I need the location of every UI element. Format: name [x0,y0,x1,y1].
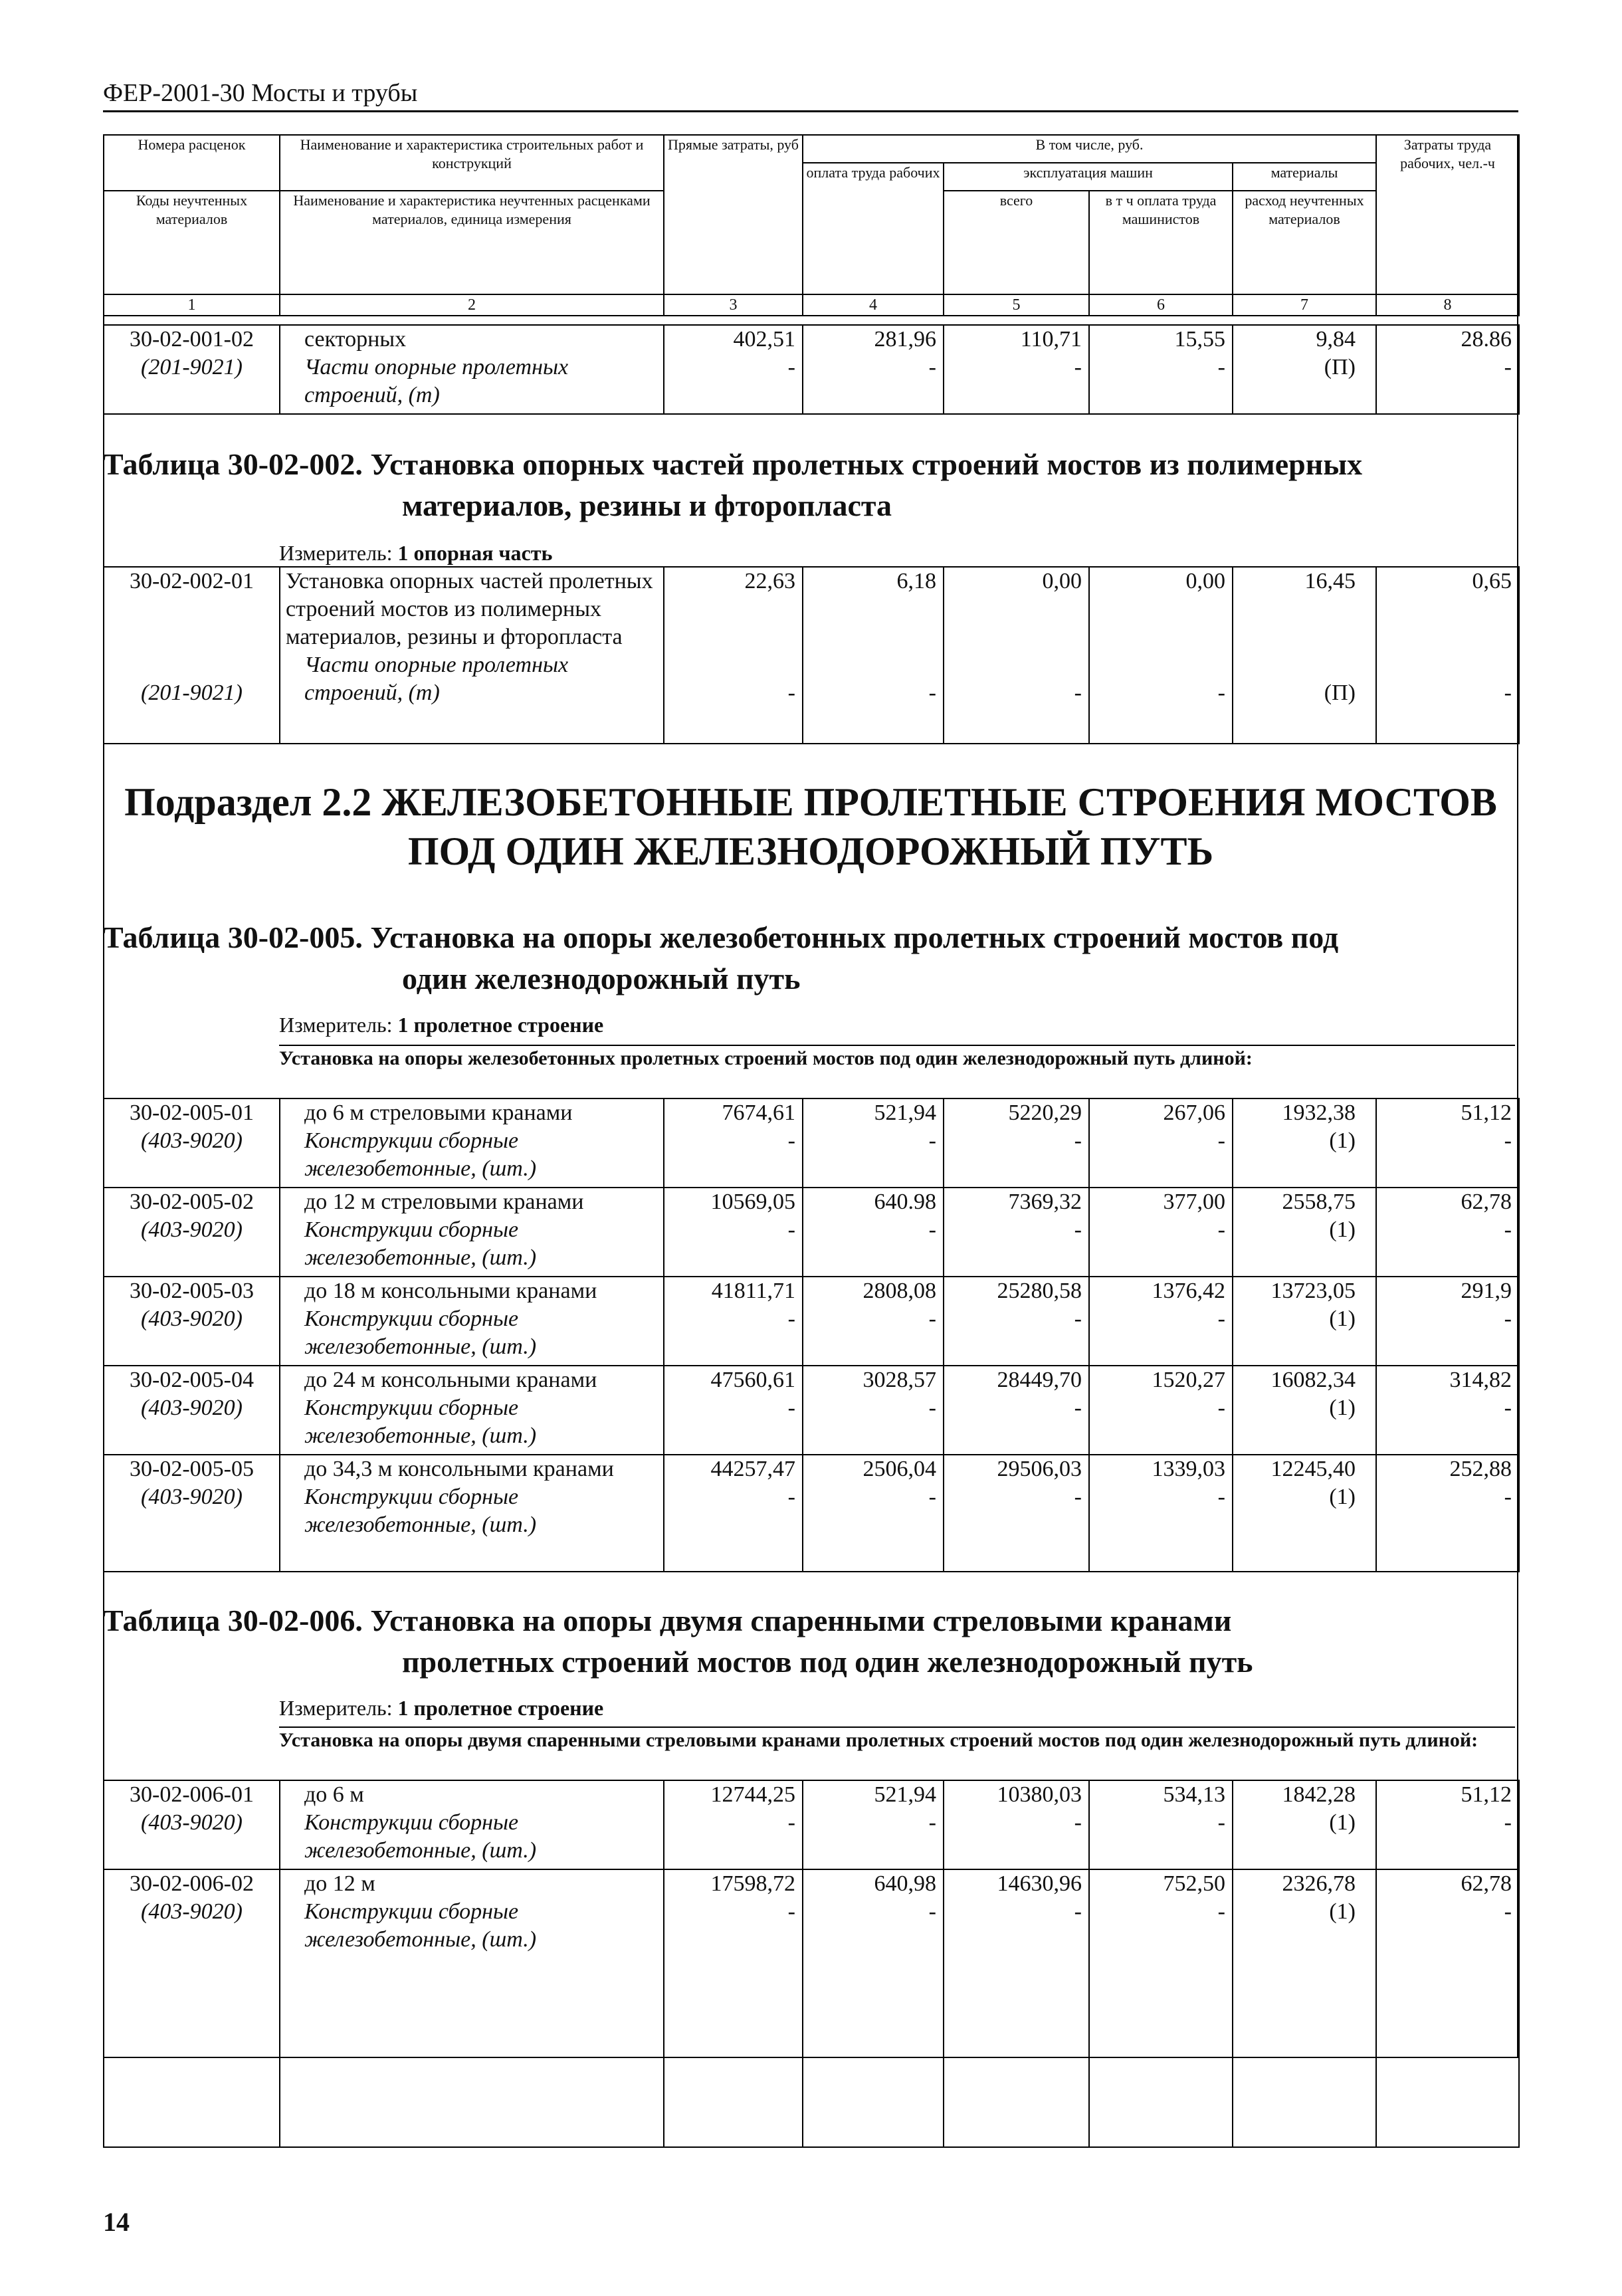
col-index: 8 [1376,294,1519,316]
work-name: секторных [304,327,407,352]
work-name: до 34,3 м консольными кранами [304,1457,614,1481]
wages-value: 521,94 [874,1782,936,1807]
rate-code: 30-02-005-02 [130,1190,254,1214]
subsection-title: Подраздел 2.2 ЖЕЛЕЗОБЕТОННЫЕ ПРОЛЕТНЫЕ СТРОЕНИЯ МОСТОВ ПОД ОДИН ЖЕЛЕЗНОДОРОЖНЫЙ ПУТЬ [124,780,1497,873]
operator-wages-value: 377,00 [1163,1190,1225,1214]
table-002-title: Таблица 30-02-002. Установка опорных частей пролетных строений мостов из полимерных материалов, резины и фторопласта [103,447,1363,522]
wages-value: 281,96 [874,327,936,352]
labor-value: 291,9 [1461,1279,1512,1303]
material-name: Части опорные пролетных строений, (т) [304,653,569,705]
col-index: 2 [280,294,664,316]
col-labor-hours: Затраты труда рабочих, чел.-ч [1376,135,1519,294]
mat-value: - [1217,355,1225,379]
wages-value: 3028,57 [862,1368,936,1392]
col-code-top: Номера расценок [104,135,280,191]
machines-value: 28449,70 [997,1368,1082,1392]
mat-value: - [1217,1810,1225,1835]
material-name: Части опорные пролетных строений, (т) [304,355,569,407]
mat-value: (1) [1329,1217,1356,1242]
col-wages: оплата труда рабочих [803,163,944,294]
material-code: (403-9020) [141,1485,243,1509]
labor-value: 0,65 [1472,569,1512,593]
mat-value: - [928,1810,936,1835]
rate-row [103,566,1520,744]
materials-value: 9,84 [1316,327,1356,352]
mat-value: - [1217,1396,1225,1420]
mat-value: - [1074,1810,1082,1835]
rate-code: 30-02-006-02 [130,1871,254,1896]
col-materials-group: материалы [1233,163,1376,191]
mat-value: - [1504,1899,1512,1924]
machines-value: 110,71 [1020,327,1082,352]
rate-code: 30-02-002-01 [130,569,254,593]
machines-value: 7369,32 [1008,1190,1082,1214]
col-index: 5 [944,294,1089,316]
material-name: Конструкции сборные железобетонные, (шт.) [304,1485,537,1537]
col-direct-costs: Прямые затраты, руб [664,135,803,294]
direct-costs-value: 22,63 [744,569,795,593]
col-material-names: Наименование и характеристика неучтенных расценками материалов, единица измерения [280,191,664,294]
table-frame [103,134,1518,2058]
labor-value: 28.86 [1461,327,1512,352]
rate-row [103,324,1520,415]
mat-value: - [1504,1128,1512,1153]
mat-value: - [928,1128,936,1153]
material-name: Конструкции сборные железобетонные, (шт.) [304,1128,537,1181]
material-code: (201-9021) [141,355,243,379]
operator-wages-value: 752,50 [1163,1871,1225,1896]
mat-value: (П) [1324,680,1356,705]
machines-value: 0,00 [1042,569,1082,593]
rate-row [104,1780,1519,1869]
mat-value: - [1504,1217,1512,1242]
mat-value: - [1217,1128,1225,1153]
rate-code: 30-02-001-02 [130,327,254,352]
work-name: Установка опорных частей пролетных строений мостов из полимерных материалов, резины и фторопласта [286,569,653,649]
operator-wages-value: 1376,42 [1152,1279,1225,1303]
materials-value: 2326,78 [1282,1871,1356,1896]
table-005 [103,1098,1520,1572]
machines-value: 10380,03 [997,1782,1082,1807]
direct-costs-value: 44257,47 [710,1457,795,1481]
rate-row [104,1869,1519,2147]
material-code: (403-9020) [141,1899,243,1924]
wages-value: 2808,08 [862,1279,936,1303]
col-index: 4 [803,294,944,316]
material-code: (403-9020) [141,1396,243,1420]
page-header: ФЕР-2001-30 Мосты и трубы [103,78,1518,112]
mat-value: - [787,355,795,379]
materials-value: 16,45 [1304,569,1356,593]
mat-value: - [1217,1485,1225,1509]
machines-value: 29506,03 [997,1457,1082,1481]
mat-value: (1) [1329,1128,1356,1153]
mat-value: - [787,1485,795,1509]
table-006-title: Таблица 30-02-006. Установка на опоры двумя спаренными стреловыми кранами пролетных строений мостов под один железнодорожный путь [103,1604,1253,1679]
mat-value: - [928,1306,936,1331]
mat-value: - [1504,355,1512,379]
col-index: 7 [1233,294,1376,316]
labor-value: 62,78 [1461,1871,1512,1896]
material-name: Конструкции сборные железобетонные, (шт.) [304,1810,537,1863]
materials-value: 12245,40 [1270,1457,1356,1481]
material-code: (403-9020) [141,1306,243,1331]
mat-value: - [1217,1306,1225,1331]
operator-wages-value: 0,00 [1185,569,1225,593]
operator-wages-value: 534,13 [1163,1782,1225,1807]
material-code: (403-9020) [141,1810,243,1835]
rate-code: 30-02-005-01 [130,1100,254,1125]
material-name: Конструкции сборные железобетонные, (шт.) [304,1396,537,1448]
material-name: Конструкции сборные железобетонные, (шт.) [304,1899,537,1952]
col-index: 3 [664,294,803,316]
page-number: 14 [103,2207,130,2237]
mat-value: - [1074,1217,1082,1242]
mat-value: - [928,1396,936,1420]
wages-value: 640.98 [874,1190,936,1214]
mat-value: - [787,1810,795,1835]
table-005-caption: Установка на опоры железобетонных пролетных строений мостов под один железнодорожный путь длиной: [279,1045,1515,1071]
rate-code: 30-02-006-01 [130,1782,254,1807]
mat-value: - [928,1485,936,1509]
mat-value: (1) [1329,1306,1356,1331]
work-name: до 6 м [304,1782,364,1807]
table-006-caption: Установка на опоры двумя спаренными стреловыми кранами пролетных строений мостов под один железнодорожный путь длиной: [279,1726,1515,1753]
materials-value: 13723,05 [1270,1279,1356,1303]
mat-value: (1) [1329,1485,1356,1509]
mat-value: - [1504,1396,1512,1420]
mat-value: (1) [1329,1899,1356,1924]
labor-value: 62,78 [1461,1190,1512,1214]
mat-value: - [1074,1306,1082,1331]
mat-value: - [787,1128,795,1153]
mat-value: - [787,1396,795,1420]
mat-value: - [787,1217,795,1242]
material-name: Конструкции сборные железобетонные, (шт.) [304,1217,537,1270]
col-name-top: Наименование и характеристика строительных работ и конструкций [280,135,664,191]
table-006 [103,1780,1520,2148]
mat-value: (1) [1329,1810,1356,1835]
labor-value: 51,12 [1461,1100,1512,1125]
mat-value: - [1504,1306,1512,1331]
direct-costs-value: 402,51 [733,327,795,352]
mat-value: - [1217,1899,1225,1924]
operator-wages-value: 15,55 [1174,327,1225,352]
labor-value: 314,82 [1449,1368,1512,1392]
rate-code: 30-02-005-03 [130,1279,254,1303]
mat-value: - [1074,1485,1082,1509]
rate-row [104,1188,1519,1277]
labor-value: 252,88 [1449,1457,1512,1481]
rate-row [104,1277,1519,1366]
col-material-codes: Коды неучтенных материалов [104,191,280,294]
table-005-meter: Измеритель: 1 пролетное строение [279,1013,604,1037]
col-machines-total: всего [944,191,1089,294]
mat-value: - [1504,1810,1512,1835]
mat-value: - [787,680,795,705]
col-operator-wages: в т ч оплата труда машинистов [1089,191,1233,294]
materials-value: 16082,34 [1270,1368,1356,1392]
col-material-usage: расход неучтенных материалов [1233,191,1376,294]
material-name: Конструкции сборные железобетонные, (шт.) [304,1306,537,1359]
column-header [103,134,1520,316]
table-006-meter: Измеритель: 1 пролетное строение [279,1696,604,1720]
rate-code: 30-02-005-05 [130,1457,254,1481]
mat-value: - [1504,1485,1512,1509]
col-group-header: В том числе, руб. [803,135,1376,163]
mat-value: - [1504,680,1512,705]
work-name: до 18 м консольными кранами [304,1279,597,1303]
mat-value: - [1217,1217,1225,1242]
direct-costs-value: 10569,05 [710,1190,795,1214]
wages-value: 521,94 [874,1100,936,1125]
operator-wages-value: 1339,03 [1152,1457,1225,1481]
material-code: (403-9020) [141,1128,243,1153]
materials-value: 2558,75 [1282,1190,1356,1214]
direct-costs-value: 47560,61 [710,1368,795,1392]
mat-value: (П) [1324,355,1356,379]
operator-wages-value: 267,06 [1163,1100,1225,1125]
wages-value: 2506,04 [862,1457,936,1481]
machines-value: 14630,96 [997,1871,1082,1896]
rate-row [104,1455,1519,1572]
mat-value: - [787,1899,795,1924]
materials-value: 1842,28 [1282,1782,1356,1807]
mat-value: - [1074,1128,1082,1153]
work-name: до 24 м консольными кранами [304,1368,597,1392]
rate-row [104,1366,1519,1455]
mat-value: - [1217,680,1225,705]
labor-value: 51,12 [1461,1782,1512,1807]
materials-value: 1932,38 [1282,1100,1356,1125]
table-005-title: Таблица 30-02-005. Установка на опоры железобетонных пролетных строений мостов под один железнодорожный путь [103,920,1339,995]
material-code: (403-9020) [141,1217,243,1242]
machines-value: 25280,58 [997,1279,1082,1303]
wages-value: 640,98 [874,1871,936,1896]
mat-value: - [1074,355,1082,379]
work-name: до 12 м стреловыми кранами [304,1190,584,1214]
mat-value: - [787,1306,795,1331]
mat-value: - [928,1217,936,1242]
rate-code: 30-02-005-04 [130,1368,254,1392]
table-002-meter: Измеритель: 1 опорная часть [279,541,553,565]
mat-value: (1) [1329,1396,1356,1420]
col-machines-group: эксплуатация машин [944,163,1233,191]
direct-costs-value: 17598,72 [710,1871,795,1896]
direct-costs-value: 41811,71 [711,1279,795,1303]
col-index: 6 [1089,294,1233,316]
work-name: до 12 м [304,1871,375,1896]
mat-value: - [1074,680,1082,705]
material-code: (201-9021) [141,680,243,705]
mat-value: - [928,1899,936,1924]
wages-value: 6,18 [896,569,936,593]
mat-value: - [928,680,936,705]
operator-wages-value: 1520,27 [1152,1368,1225,1392]
mat-value: - [1074,1396,1082,1420]
work-name: до 6 м стреловыми кранами [304,1100,573,1125]
machines-value: 5220,29 [1008,1100,1082,1125]
col-index: 1 [104,294,280,316]
mat-value: - [928,355,936,379]
mat-value: - [1074,1899,1082,1924]
rate-row [104,1098,1519,1188]
direct-costs-value: 12744,25 [710,1782,795,1807]
direct-costs-value: 7674,61 [722,1100,795,1125]
